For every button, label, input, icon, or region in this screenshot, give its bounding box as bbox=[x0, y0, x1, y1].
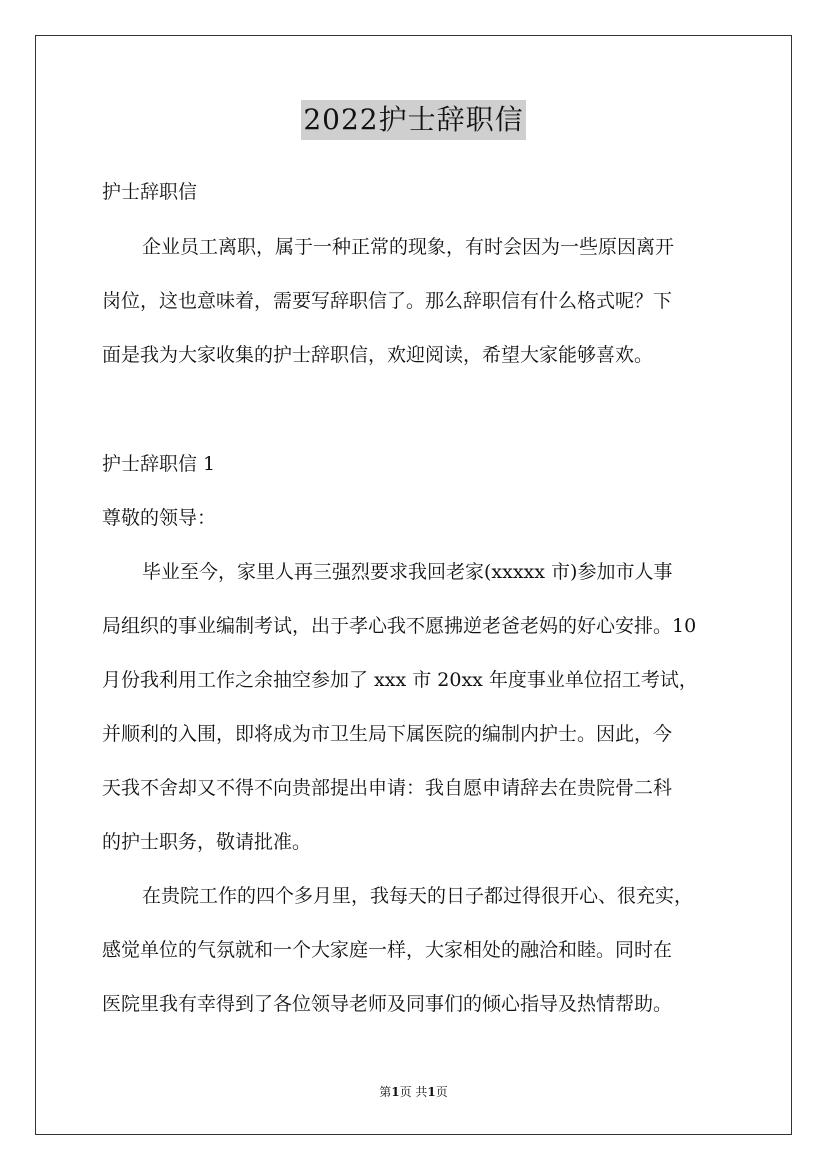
paragraph-line: 的护士职务，敬请批准。 bbox=[102, 831, 312, 853]
paragraph-line: 感觉单位的气氛就和一个大家庭一样，大家相处的融洽和睦。同时在 bbox=[102, 939, 673, 961]
paragraph-line: 局组织的事业编制考试，出于孝心我不愿拂逆老爸老妈的好心安排。10 bbox=[102, 615, 697, 637]
paragraph-line: 月份我利用工作之余抽空参加了 xxx 市 20xx 年度事业单位招工考试， bbox=[102, 669, 698, 691]
paragraph-line: 在贵院工作的四个多月里，我每天的日子都过得很开心、很充实， bbox=[142, 885, 694, 907]
paragraph-line: 面是我为大家收集的护士辞职信，欢迎阅读，希望大家能够喜欢。 bbox=[102, 344, 654, 366]
section-heading: 护士辞职信 bbox=[102, 181, 198, 203]
paragraph-line: 并顺利的入围，即将成为市卫生局下属医院的编制内护士。因此，今 bbox=[102, 723, 673, 745]
paragraph-line: 企业员工离职，属于一种正常的现象，有时会因为一些原因离开 bbox=[142, 236, 675, 258]
footer-mid: 页 共 bbox=[399, 1085, 428, 1099]
footer-suffix: 页 bbox=[435, 1085, 448, 1099]
footer-page-number: 1 bbox=[391, 1085, 400, 1099]
page-footer bbox=[0, 1084, 827, 1100]
paragraph-line: 医院里我有幸得到了各位领导老师及同事们的倾心指导及热情帮助。 bbox=[102, 993, 673, 1015]
paragraph-line: 岗位，这也意味着，需要写辞职信了。那么辞职信有什么格式呢？下 bbox=[102, 290, 673, 312]
title-container bbox=[0, 100, 827, 140]
document-title: 2022护士辞职信 bbox=[301, 100, 525, 140]
paragraph-line: 毕业至今，家里人再三强烈要求我回老家(xxxxx 市)参加市人事 bbox=[142, 561, 673, 583]
paragraph-line: 天我不舍却又不得不向贵部提出申请：我自愿申请辞去在贵院骨二科 bbox=[102, 777, 673, 799]
section-heading: 护士辞职信 1 bbox=[102, 453, 216, 475]
footer-page-total: 1 bbox=[427, 1085, 436, 1099]
salutation: 尊敬的领导： bbox=[102, 507, 217, 529]
footer-prefix: 第 bbox=[379, 1085, 392, 1099]
